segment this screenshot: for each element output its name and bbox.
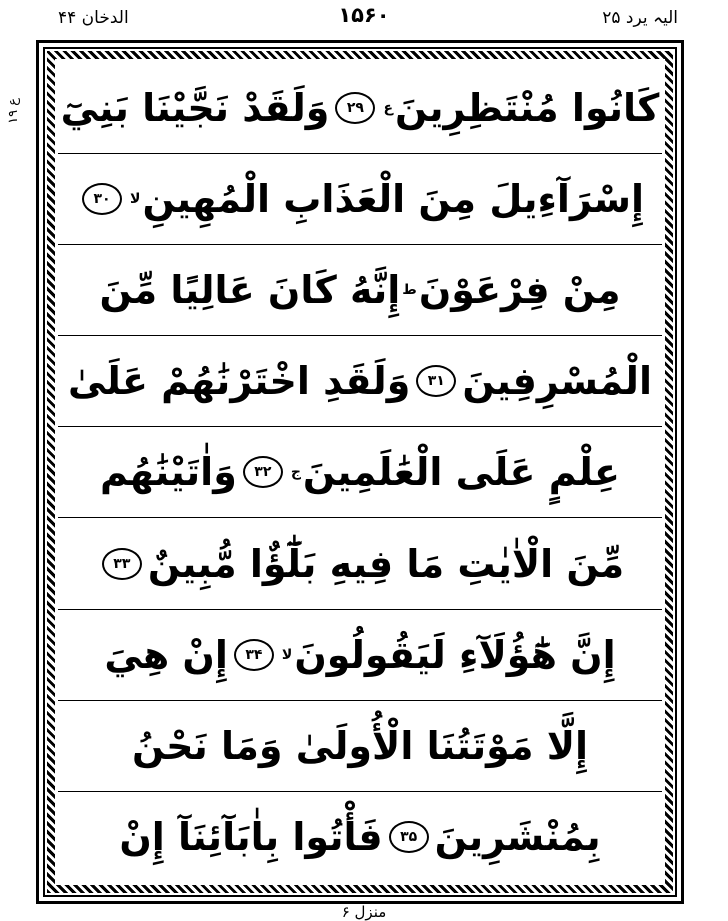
pause-mark: لا xyxy=(130,191,141,208)
text-line xyxy=(58,335,662,426)
ayah-number-marker: ۳۲ xyxy=(243,456,283,488)
line-text: إِسْرَآءِيلَ مِنَ الْعَذَابِ الْمُهِينِ xyxy=(142,177,644,222)
surah-header: الدخان ۴۴ xyxy=(58,8,129,28)
page-number: ۱۵۶۰ xyxy=(338,3,390,27)
line-text: وَلَقَدْ نَجَّيْنَا بَنِيٓ xyxy=(60,85,330,130)
pause-mark: لا xyxy=(281,646,293,663)
line-text: عِلْمٍ عَلَى الْعَٰلَمِينَ xyxy=(302,450,621,495)
line-text: مِّنَ الْاٰيٰتِ مَا فِيهِ بَلَٰٓؤٌا مُّبِينٌ xyxy=(147,541,625,586)
ayah-number-marker: ۳۳ xyxy=(102,548,142,580)
ayah-number-marker: ۳۱ xyxy=(416,365,456,397)
text-area xyxy=(58,62,662,882)
manzil-footer: منزل ۶ xyxy=(341,903,387,921)
line-text: مِنْ فِرْعَوْنَ xyxy=(418,268,621,313)
pause-mark: ط xyxy=(402,282,417,299)
line-text: كَانُوا مُنْتَظِرِينَ xyxy=(395,85,660,130)
text-line xyxy=(58,609,662,700)
pause-mark: ج xyxy=(290,464,301,481)
text-line xyxy=(58,791,662,882)
text-line xyxy=(58,426,662,517)
text-line xyxy=(58,700,662,791)
line-text: إِنْ هِيَ xyxy=(104,632,228,677)
line-text: إِنَّ هَٰٓؤُلَآءِ لَيَقُولُونَ xyxy=(294,632,616,677)
ayah-number-marker: ۳۵ xyxy=(389,821,429,853)
juz-header: الیہ یرد ۲۵ xyxy=(602,8,678,28)
ayah-number-marker: ۲۹ xyxy=(335,92,375,124)
line-text: الْمُسْرِفِينَ xyxy=(462,359,652,404)
pause-mark: ع xyxy=(383,99,394,116)
line-text: إِنَّهُ كَانَ عَالِيًا مِّنَ xyxy=(99,268,401,313)
text-line xyxy=(58,153,662,244)
ruku-marker: ع ۱۹ xyxy=(6,98,21,124)
line-text: إِلَّا مَوْتَتُنَا الْأُولَىٰ وَمَا نَحْنُ xyxy=(131,723,589,768)
ayah-number-marker: ۳۴ xyxy=(234,639,274,671)
ayah-number-marker: ۳۰ xyxy=(82,183,122,215)
text-line xyxy=(58,517,662,608)
line-text: بِمُنْشَرِينَ xyxy=(434,814,601,859)
text-line xyxy=(58,244,662,335)
text-line xyxy=(58,62,662,153)
line-text: وَاٰتَيْنَٰهُم xyxy=(100,450,237,495)
line-text: فَأْتُوا بِاٰبَآئِنَآ إِنْ xyxy=(119,814,383,859)
line-text: وَلَقَدِ اخْتَرْنَٰهُمْ عَلَىٰ xyxy=(68,359,411,404)
